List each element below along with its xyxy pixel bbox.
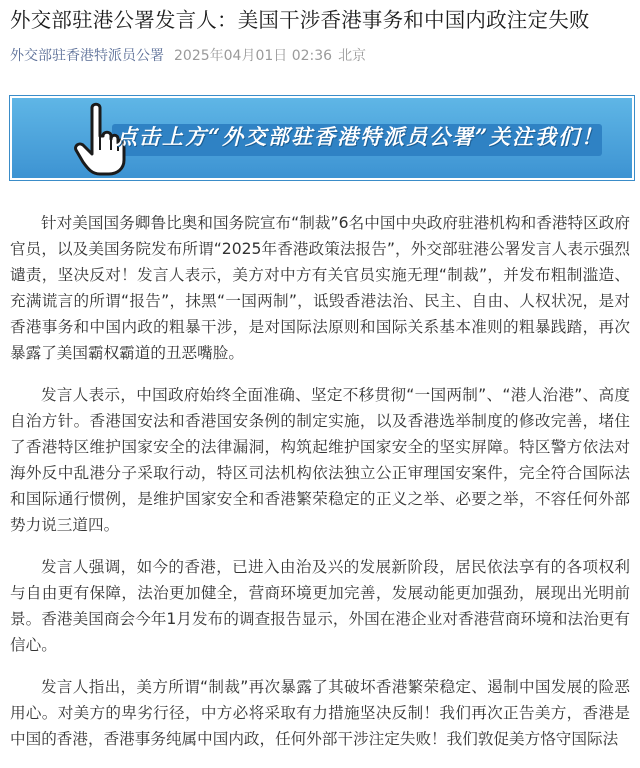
follow-banner[interactable]: [10, 96, 634, 180]
publish-location: 北京: [338, 48, 367, 64]
article-title: 外交部驻港公署发言人：美国干涉香港事务和中国内政注定失败: [10, 8, 590, 32]
author-link[interactable]: 外交部驻香港特派员公署: [10, 48, 164, 64]
paragraph-2: 发言人表示，中国政府始终全面准确、坚定不移贯彻“一国两制”、“港人治港”、高度自治方针。香港国安法和香港国安条例的制定实施，以及香港选举制度的修改完善，堵住了香港特区维护国家安全的法律漏洞，构筑起维护国家安全的坚实屏障。特区警方依法对海外反中乱港分子采取行动，特区司法机构依法独立公正审理国安案件，完全符合国际法和国际通行惯例，是维护国家安全和香港繁荣稳定的正义之举、必要之举，不容任何外部势力说三道四。: [10, 386, 630, 534]
publish-date: 2025年04月01日 02:36: [174, 48, 333, 64]
paragraph-3: 发言人强调，如今的香港，已进入由治及兴的发展新阶段，居民依法享有的各项权利与自由更有保障，法治更加健全，营商环境更加完善，发展动能更加强劲，展现出光明前景。香港美国商会今年1月发布的调查报告显示，外国在港企业对香港营商环境和法治更有信心。: [10, 558, 630, 654]
article-meta: [10, 46, 630, 66]
paragraph-1: 针对美国国务卿鲁比奥和国务院宣布“制裁”6名中国中央政府驻港机构和香港特区政府官员，以及美国务院发布所谓“2025年香港政策法报告”，外交部驻港公署发言人表示强烈谴责，坚决反对！发言人表示，美方对中方有关官员实施无理“制裁”，并发布粗制滥造、充满谎言的所谓“报告”，抹黑“一国两制”，诋毁香港法治、民主、自由、人权状况，是对香港事务和中国内政的粗暴干涉，是对国际法原则和国际关系基本准则的粗暴践踏，再次暴露了美国霸权霸道的丑恶嘴脸。: [10, 214, 630, 362]
article-body: [10, 210, 630, 768]
paragraph-4: 发言人指出，美方所谓“制裁”再次暴露了其破坏香港繁荣稳定、遏制中国发展的险恶用心。对美方的卑劣行径，中方必将采取有力措施坚决反制！我们再次正告美方，香港是中国的香港，香港事务纯属中国内政，任何外部干涉注定失败！我们敦促美方恪守国际法: [10, 678, 630, 748]
banner-text: 点击上方“外交部驻香港特派员公署”关注我们！: [116, 124, 605, 149]
